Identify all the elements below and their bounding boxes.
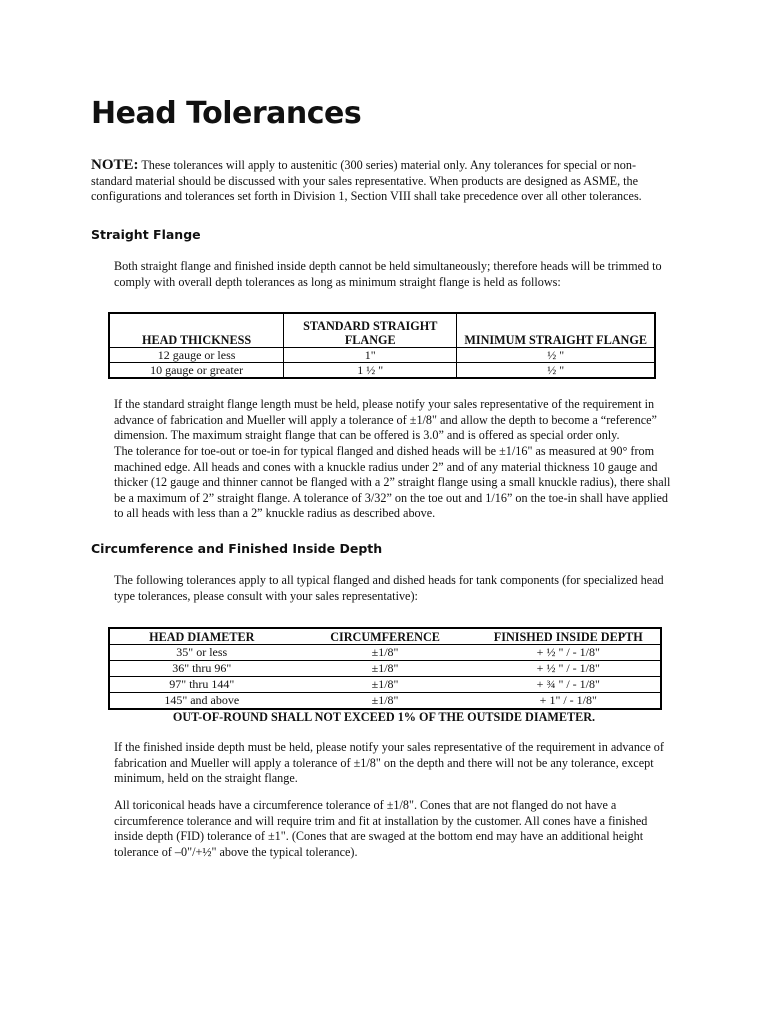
table-cell: 1" [284, 348, 457, 363]
table-cell: + ¾ " / - 1/8" [477, 677, 661, 693]
section-heading-straight-flange: Straight Flange [91, 227, 201, 242]
toriconical-paragraph: All toriconical heads have a circumference tolerance of ±1/8". Cones that are not flanged do not have a circumference tolerance and will require trim and fit at installation by the customer. All cones have a finished inside depth (FID) tolerance of ±1". (Cones that are swaged at the bottom end may have an additional height tolerance of –0"/+½" above the typical tolerance). [114, 798, 648, 859]
table-header: STANDARD STRAIGHT FLANGE [284, 313, 457, 348]
depth-held-paragraph: If the finished inside depth must be held, please notify your sales representative of the requirement in advance of fabrication and Mueller will apply a tolerance of ±1/8" on the depth and there will not be any tolerance, except minimum, held on the straight flange. [114, 740, 664, 785]
straight-flange-held-paragraph: If the standard straight flange length must be held, please notify your sales representative of the requirement in advance of fabrication and Mueller will apply a tolerance of ±1/8" and allow the depth to become a “reference” dimension. The maximum straight flange that can be offered is 3.0” and is offered as special order only. [114, 397, 657, 442]
table-cell: 1 ½ " [284, 363, 457, 379]
table-cell: + ½ " / - 1/8" [477, 661, 661, 677]
table-cell: ½ " [457, 348, 655, 363]
table-row [109, 645, 661, 661]
table-cell: ±1/8" [294, 677, 477, 693]
table-cell: ½ " [457, 363, 655, 379]
table-header-row [109, 628, 661, 645]
table-cell: ±1/8" [294, 645, 477, 661]
table-row [109, 348, 655, 363]
table-cell: 97" thru 144" [109, 677, 294, 693]
table-cell: ±1/8" [294, 693, 477, 710]
out-of-round-notice: OUT-OF-ROUND SHALL NOT EXCEED 1% OF THE OUTSIDE DIAMETER. [172, 710, 596, 724]
table-cell: + ½ " / - 1/8" [477, 645, 661, 661]
table-cell: 12 gauge or less [109, 348, 284, 363]
table-cell: 36" thru 96" [109, 661, 294, 677]
table-cell: ±1/8" [294, 661, 477, 677]
table-header-row [109, 313, 655, 348]
table-header: HEAD THICKNESS [109, 313, 284, 348]
note-text: These tolerances will apply to austenitic (300 series) material only. Any tolerances for special or non-standard material should be discussed with your sales representative. When products are designed as ASME, the configurations and tolerances set forth in Division 1, Section VIII shall take precedence over all other tolerances. [91, 158, 642, 203]
table-cell: 145" and above [109, 693, 294, 710]
table-row [109, 693, 661, 710]
table-header: FINISHED INSIDE DEPTH [477, 628, 661, 645]
circumference-intro: The following tolerances apply to all typical flanged and dished heads for tank components (for specialized head type tolerances, please consult with your sales representative): [114, 573, 664, 603]
straight-flange-table [108, 312, 656, 379]
note-label: NOTE: [91, 157, 139, 173]
table-cell: + 1" / - 1/8" [477, 693, 661, 710]
table-row [109, 661, 661, 677]
page-title: Head Tolerances [91, 96, 362, 131]
table-cell: 10 gauge or greater [109, 363, 284, 379]
table-row [109, 677, 661, 693]
table-row [109, 363, 655, 379]
straight-flange-intro: Both straight flange and finished inside depth cannot be held simultaneously; therefore heads will be trimmed to comply with overall depth tolerances as long as minimum straight flange is held as follows: [114, 259, 662, 289]
circumference-table [108, 627, 662, 710]
note-paragraph [91, 158, 671, 205]
table-cell: 35" or less [109, 645, 294, 661]
section-heading-circumference: Circumference and Finished Inside Depth [91, 541, 383, 556]
table-header: HEAD DIAMETER [109, 628, 294, 645]
toe-tolerance-paragraph: The tolerance for toe-out or toe-in for typical flanged and dished heads will be ±1/16" as measured at 90° from machined edge. All heads and cones with a knuckle radius under 2” and of any material thickness 10 gauge and thicker (12 gauge and thinner cannot be flanged with a 2” straight flange using a small knuckle radius), there shall be a maximum of 2” straight flange. A tolerance of 3/32” on the toe out and 1/16” on the toe-in shall have applied to all heads with less than a 2” knuckle radius as described above. [114, 444, 671, 520]
table-header: CIRCUMFERENCE [294, 628, 477, 645]
table-header: MINIMUM STRAIGHT FLANGE [457, 313, 655, 348]
